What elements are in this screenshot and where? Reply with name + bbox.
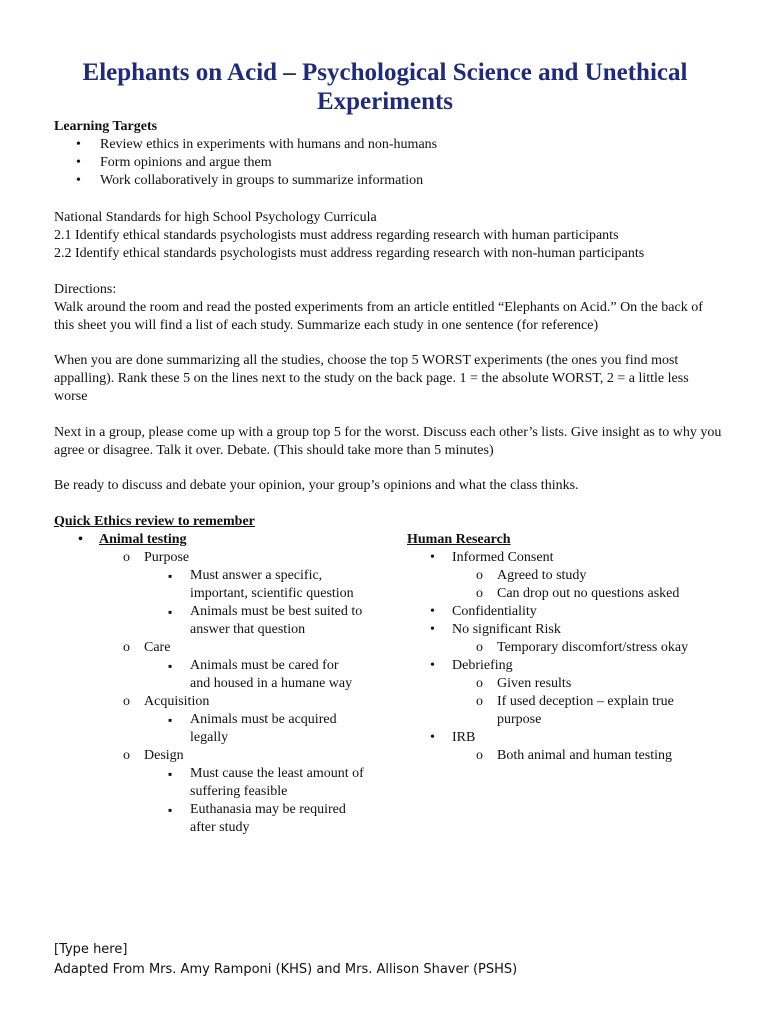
list-item: o Can drop out no questions asked (407, 585, 727, 603)
directions-section (54, 281, 724, 335)
list-item: o Temporary discomfort/stress okay (407, 639, 727, 657)
list-item: o Agreed to study (407, 567, 727, 585)
footer-placeholder: [Type here] (54, 942, 128, 957)
learning-targets-heading: Learning Targets (54, 119, 158, 134)
footer-credit: Adapted From Mrs. Amy Ramponi (KHS) and Mrs. Allison Shaver (PSHS) (54, 962, 518, 977)
list-item: • No significant Risk (407, 621, 727, 639)
list-item: • Debriefing (407, 657, 727, 675)
page-title: Elephants on Acid – Psychological Science and Unethical Experiments (82, 59, 688, 115)
directions-paragraph-2 (54, 352, 724, 406)
list-item: • IRB (407, 729, 727, 747)
directions-paragraph: Be ready to discuss and debate your opinion, your group’s opinions and what the class thinks. (54, 478, 579, 493)
learning-targets-list (54, 136, 724, 190)
list-item: o Purpose (54, 549, 374, 567)
directions-paragraph: Next in a group, please come up with a group top 5 for the worst. Discuss each other’s lists. Give insight as to why you agree or disagree. Talk it over. Debate. (This should take more than 5 minutes) (54, 425, 722, 458)
list-item: o Acquisition (54, 693, 374, 711)
review-heading-block (54, 513, 724, 531)
standards-section (54, 209, 724, 263)
list-item: • Work collaboratively in groups to summarize information (54, 172, 724, 190)
directions-paragraph: When you are done summarizing all the studies, choose the top 5 WORST experiments (the ones you find most appalling). Rank these 5 on the lines next to the study on the back page. 1 = the absolute WORST, 2 = a little less worse (54, 353, 689, 404)
learning-targets-section (54, 118, 724, 190)
animal-testing-heading: • Animal testing (54, 531, 374, 549)
list-item: o Care (54, 639, 374, 657)
standards-heading: National Standards for high School Psychology Curricula (54, 210, 377, 225)
list-item: o Given results (407, 675, 727, 693)
list-item: ▪ Must answer a specific, important, scientific question (54, 567, 360, 603)
directions-paragraph-3 (54, 424, 724, 460)
list-item: ▪ Must cause the least amount of suffering feasible (54, 765, 368, 801)
page-footer (54, 940, 714, 980)
list-item: • Form opinions and argue them (54, 154, 724, 172)
list-item: • Informed Consent (407, 549, 727, 567)
standard-item: 2.1 Identify ethical standards psychologists must address regarding research with human participants (54, 228, 619, 243)
list-item: o Both animal and human testing (407, 747, 727, 765)
human-research-column (407, 531, 727, 765)
standard-item: 2.2 Identify ethical standards psychologists must address regarding research with non-human participants (54, 246, 645, 261)
list-item: o Design (54, 747, 374, 765)
list-item: ▪ Animals must be cared for and housed in a humane way (54, 657, 360, 693)
directions-paragraph-4 (54, 477, 724, 495)
list-item: o If used deception – explain true purpose (407, 693, 697, 729)
review-heading: Quick Ethics review to remember (54, 514, 255, 529)
list-item: • Confidentiality (407, 603, 727, 621)
directions-heading: Directions: (54, 282, 117, 297)
list-item: ▪ Animals must be acquired legally (54, 711, 360, 747)
animal-testing-column (54, 531, 374, 837)
list-item: • Review ethics in experiments with humans and non-humans (54, 136, 724, 154)
human-research-heading: Human Research (407, 532, 511, 547)
list-item: ▪ Euthanasia may be required after study (54, 801, 368, 837)
directions-paragraph: Walk around the room and read the posted experiments from an article entitled “Elephants on Acid.” On the back of this sheet you will find a list of each study. Summarize each study in one sentence (for reference) (54, 300, 703, 333)
list-item: ▪ Animals must be best suited to answer that question (54, 603, 368, 639)
